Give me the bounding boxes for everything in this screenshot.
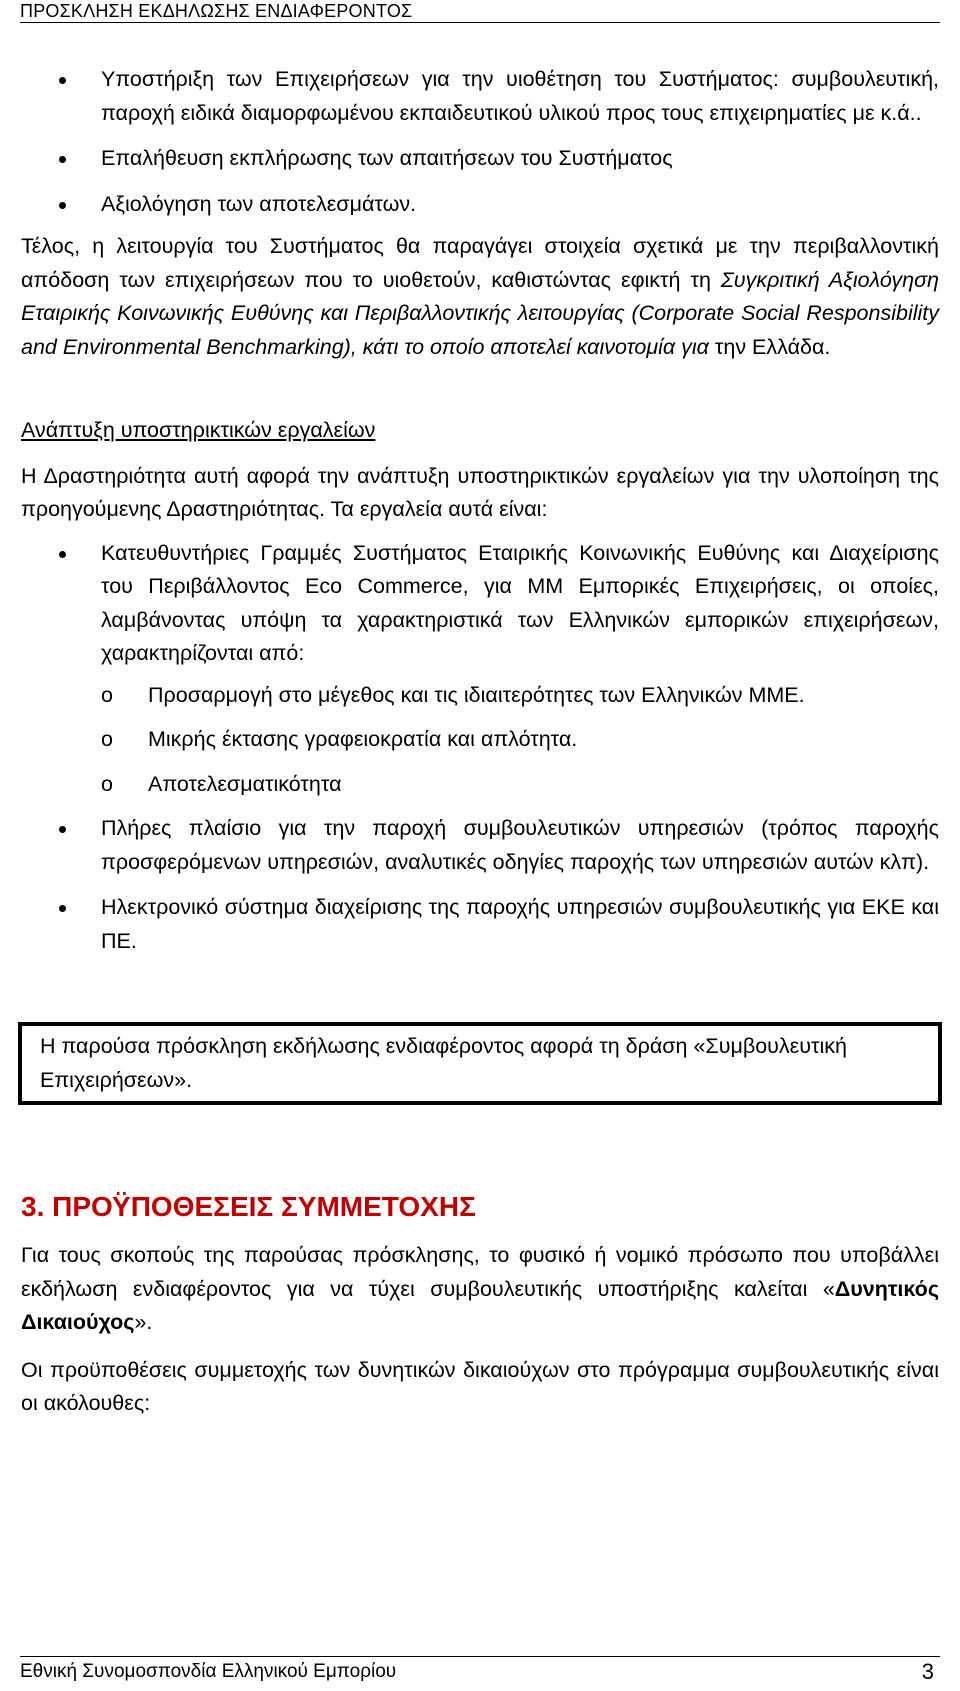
paragraph-italic-text: Συγκριτική Αξιολόγηση Εταιρικής Κοινωνικής Ευθύνης και Περιβαλλοντικής λειτουργίας (Corporate Social Responsibility and Environmental Benchmarking), κάτι το οποίο αποτελεί καινοτομία για [21,267,939,359]
circle-bullet-icon: o [101,771,113,796]
tools-bullet-list [21,537,939,959]
bullet-icon [59,77,66,84]
tools-intro-paragraph: Η Δραστηριότητα αυτή αφορά την ανάπτυξη υποστηρικτικών εργαλείων για την υλοποίηση της προηγούμενης Δραστηριότητας. Τα εργαλεία αυτά είναι: [21,463,939,521]
page-number: 3 [921,1659,934,1684]
list-item [21,188,939,222]
list-item-text: Πλήρες πλαίσιο για την παροχή συμβουλευτικών υπηρεσιών (τρόπος παροχής προσφερόμενων υπηρεσιών, αναλυτικές οδηγίες παροχής των υπηρεσιών αυτών κλπ). [101,816,939,874]
section-paragraph: Οι προϋποθέσεις συμμετοχής των δυνητικών δικαιούχων στο πρόγραμμα συμβουλευτικής είναι οι ακόλουθες: [21,1357,939,1415]
footer-org: Εθνική Συνομοσπονδία Ελληνικού Εμπορίου [20,1661,397,1682]
boxed-notice [18,1022,942,1105]
section-paragraph: Για τους σκοπούς της παρούσας πρόσκλησης, το φυσικό ή νομικό πρόσωπο που υποβάλλει εκδήλωση ενδιαφέροντος για να τύχει συμβουλευτικής υποστήριξης καλείται «Δυνητικός Δικαιούχος». [21,1243,939,1334]
boxed-notice-text: Η παρούσα πρόσκληση εκδήλωσης ενδιαφέροντος αφορά τη δράση «Συμβουλευτική Επιχειρήσεων». [40,1034,848,1092]
list-item-text: Αξιολόγηση των αποτελεσμάτων. [101,191,417,216]
list-item [21,537,939,802]
list-item [21,142,939,176]
list-item-text: Επαλήθευση εκπλήρωσης των απαιτήσεων του Συστήματος [101,146,673,170]
sub-list-item [21,679,939,713]
sub-list-item-text: Αποτελεσματικότητα [148,771,342,796]
bullet-icon [59,202,66,209]
bold-term: Δυνητικός Δικαιούχος [21,1276,939,1334]
header-title: ΠΡΟΣΚΛΗΣΗ ΕΚΔΗΛΩΣΗΣ ΕΝΔΙΑΦΕΡΟΝΤΟΣ [20,1,413,21]
list-item-text: Κατευθυντήριες Γραμμές Συστήματος Εταιρικής Κοινωνικής Ευθύνης και Διαχείρισης του Περιβάλλοντος Eco Commerce, για ΜΜ Εμπορικές Επιχειρήσεις, οι οποίες, λαμβάνοντας υπόψη τα χαρακτηριστικά των Ελληνικών εμπορικών επιχειρήσεων, χαρακτηρίζονται από: [101,540,939,665]
sub-list-item [21,723,939,757]
bullet-icon [59,905,66,912]
page-content [21,55,939,1421]
bullet-icon [59,826,66,833]
sub-list [21,679,939,802]
bullet-icon [59,156,66,163]
circle-bullet-icon: o [101,727,113,751]
sub-list-item [21,768,939,802]
list-item [21,63,939,130]
sub-list-item-text: Προσαρμογή στο μέγεθος και τις ιδιαιτερότητες των Ελληνικών ΜΜΕ. [148,682,805,707]
closing-paragraph [21,230,939,364]
top-bullet-list [21,63,939,221]
page-footer [20,1656,940,1686]
bullet-icon [59,551,66,558]
paragraph-text: Τέλος, η λειτουργία του Συστήματος θα παραγάγει στοιχεία σχετικά με την περιβαλλοντική απόδοση των επιχειρήσεων που το υιοθετούν, καθιστώντας εφικτή τη [21,234,939,292]
list-item [21,891,939,958]
paragraph-text: την Ελλάδα. [708,334,831,359]
circle-bullet-icon: o [101,682,113,707]
list-item [21,812,939,879]
tools-section-heading: Ανάπτυξη υποστηρικτικών εργαλείων [21,418,376,442]
list-item-text: Ηλεκτρονικό σύστημα διαχείρισης της παροχής υπηρεσιών συμβουλευτικής για ΕΚΕ και ΠΕ. [101,895,939,953]
sub-list-item-text: Μικρής έκτασης γραφειοκρατία και απλότητα. [148,727,578,751]
page-header [20,0,940,23]
section-heading: 3. ΠΡΟΫΠΟΘΕΣΕΙΣ ΣΥΜΜΕΤΟΧΗΣ [21,1191,476,1222]
list-item-text: Υποστήριξη των Επιχειρήσεων για την υιοθέτηση του Συστήματος: συμβουλευτική, παροχή ειδικά διαμορφωμένου εκπαιδευτικού υλικού προς τους επιχειρηματίες με κ.ά.. [101,67,939,125]
